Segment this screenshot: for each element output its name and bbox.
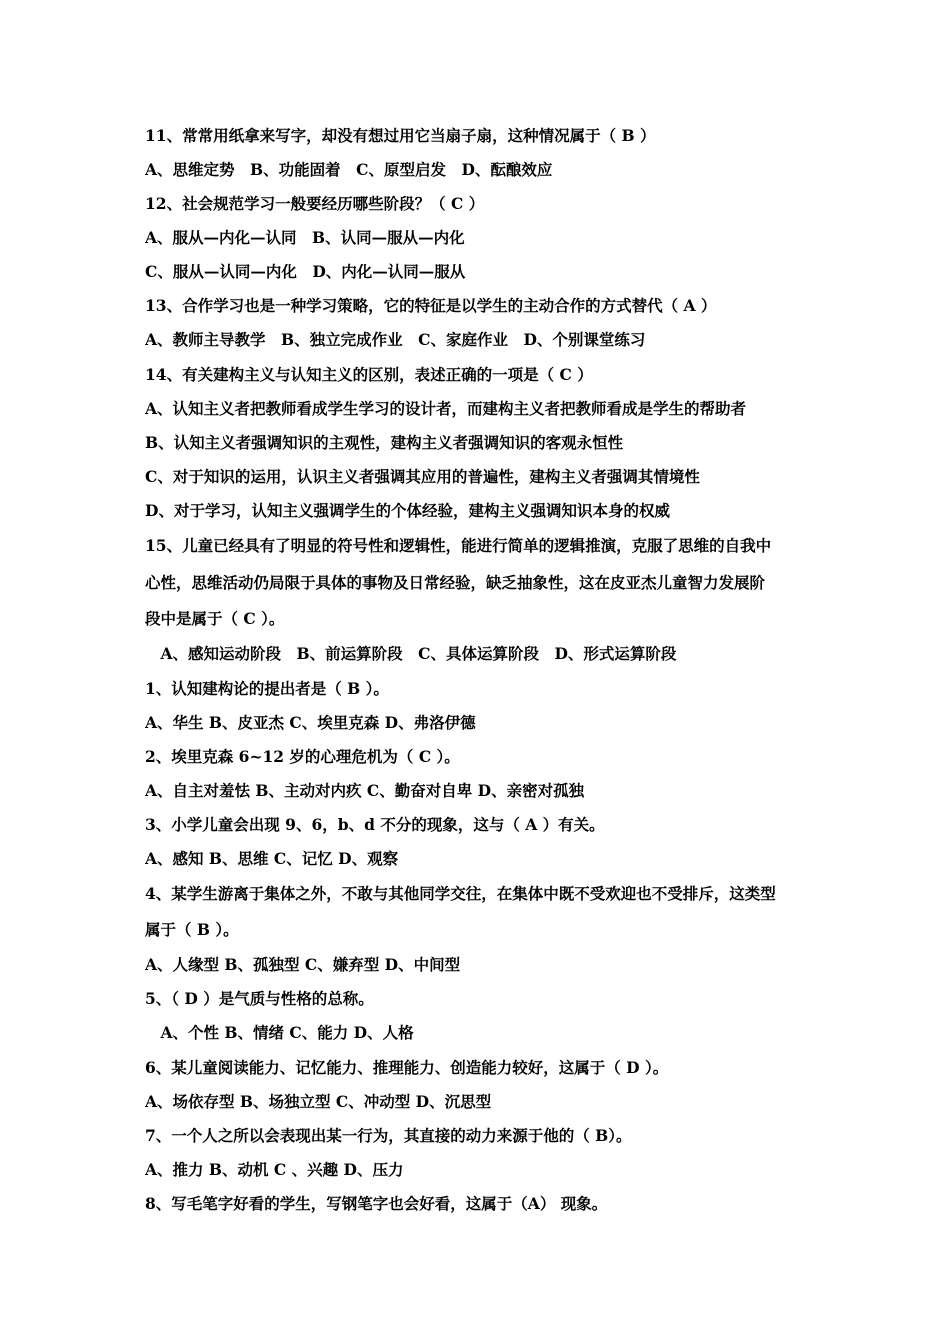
question-4-line-1: 4、某学生游离于集体之外，不敢与其他同学交往，在集体中既不受欢迎也不受排斥，这类型	[145, 884, 776, 903]
question-5-options: A、个性 B、情绪 C、能力 D、人格	[145, 1023, 414, 1042]
question-15-line-1: 15、儿童已经具有了明显的符号性和逻辑性，能进行简单的逻辑推演，克服了思维的自我中	[145, 536, 772, 555]
question-14-option-b: B、认知主义者强调知识的主观性，建构主义者强调知识的客观永恒性	[145, 433, 624, 452]
question-6: 6、某儿童阅读能力、记忆能力、推理能力、创造能力较好，这属于（ D ）。	[145, 1058, 669, 1077]
question-13: 13、合作学习也是一种学习策略，它的特征是以学生的主动合作的方式替代（ A ）	[145, 296, 717, 315]
question-7-options: A、推力 B、动机 C 、兴趣 D、压力	[145, 1160, 404, 1179]
question-14: 14、有关建构主义与认知主义的区别，表述正确的一项是（ C ）	[145, 365, 593, 384]
question-4-options: A、人缘型 B、孤独型 C、嫌弃型 D、中间型	[145, 955, 461, 974]
question-12-options-cd: C、服从—认同—内化 D、内化—认同—服从	[145, 262, 466, 281]
question-14-option-d: D、对于学习，认知主义强调学生的个体经验，建构主义强调知识本身的权威	[145, 501, 670, 520]
question-2-options: A、自主对羞怯 B、主动对内疚 C、勤奋对自卑 D、亲密对孤独	[145, 781, 585, 800]
question-5: 5、（ D ）是气质与性格的总称。	[145, 989, 374, 1008]
question-7: 7、一个人之所以会表现出某一行为，其直接的动力来源于他的（ B）。	[145, 1126, 632, 1145]
question-2: 2、埃里克森 6~12 岁的心理危机为（ C ）。	[145, 747, 460, 766]
question-12-options-ab: A、服从—内化—认同 B、认同—服从—内化	[145, 228, 465, 247]
question-15-options: A、感知运动阶段 B、前运算阶段 C、具体运算阶段 D、形式运算阶段	[145, 644, 677, 663]
question-12: 12、社会规范学习一般要经历哪些阶段？（ C ）	[145, 194, 485, 213]
question-13-options: A、教师主导教学 B、独立完成作业 C、家庭作业 D、个别课堂练习	[145, 330, 646, 349]
question-1-options: A、华生 B、皮亚杰 C、埃里克森 D、弗洛伊德	[145, 713, 476, 732]
question-14-option-a: A、认知主义者把教师看成学生学习的设计者，而建构主义者把教师看成是学生的帮助者	[145, 399, 747, 418]
question-8: 8、写毛笔字好看的学生，写钢笔字也会好看，这属于（A） 现象。	[145, 1194, 608, 1213]
question-11-options: A、思维定势 B、功能固着 C、原型启发 D、酝酿效应	[145, 160, 553, 179]
question-15-line-3: 段中是属于（ C ）。	[145, 609, 285, 628]
question-1: 1、认知建构论的提出者是（ B ）。	[145, 679, 389, 698]
question-14-option-c: C、对于知识的运用，认识主义者强调其应用的普遍性，建构主义者强调其情境性	[145, 467, 700, 486]
question-11: 11、常常用纸拿来写字，却没有想过用它当扇子扇，这种情况属于（ B ）	[145, 126, 656, 145]
question-6-options: A、场依存型 B、场独立型 C、冲动型 D、沉思型	[145, 1092, 492, 1111]
question-15-line-2: 心性，思维活动仍局限于具体的事物及日常经验，缺乏抽象性，这在皮亚杰儿童智力发展阶	[145, 573, 766, 592]
question-4-line-2: 属于（ B ）。	[145, 920, 239, 939]
question-3: 3、小学儿童会出现 9、6，b、d 不分的现象，这与（ A ）有关。	[145, 815, 605, 834]
question-3-options: A、感知 B、思维 C、记忆 D、观察	[145, 849, 399, 868]
